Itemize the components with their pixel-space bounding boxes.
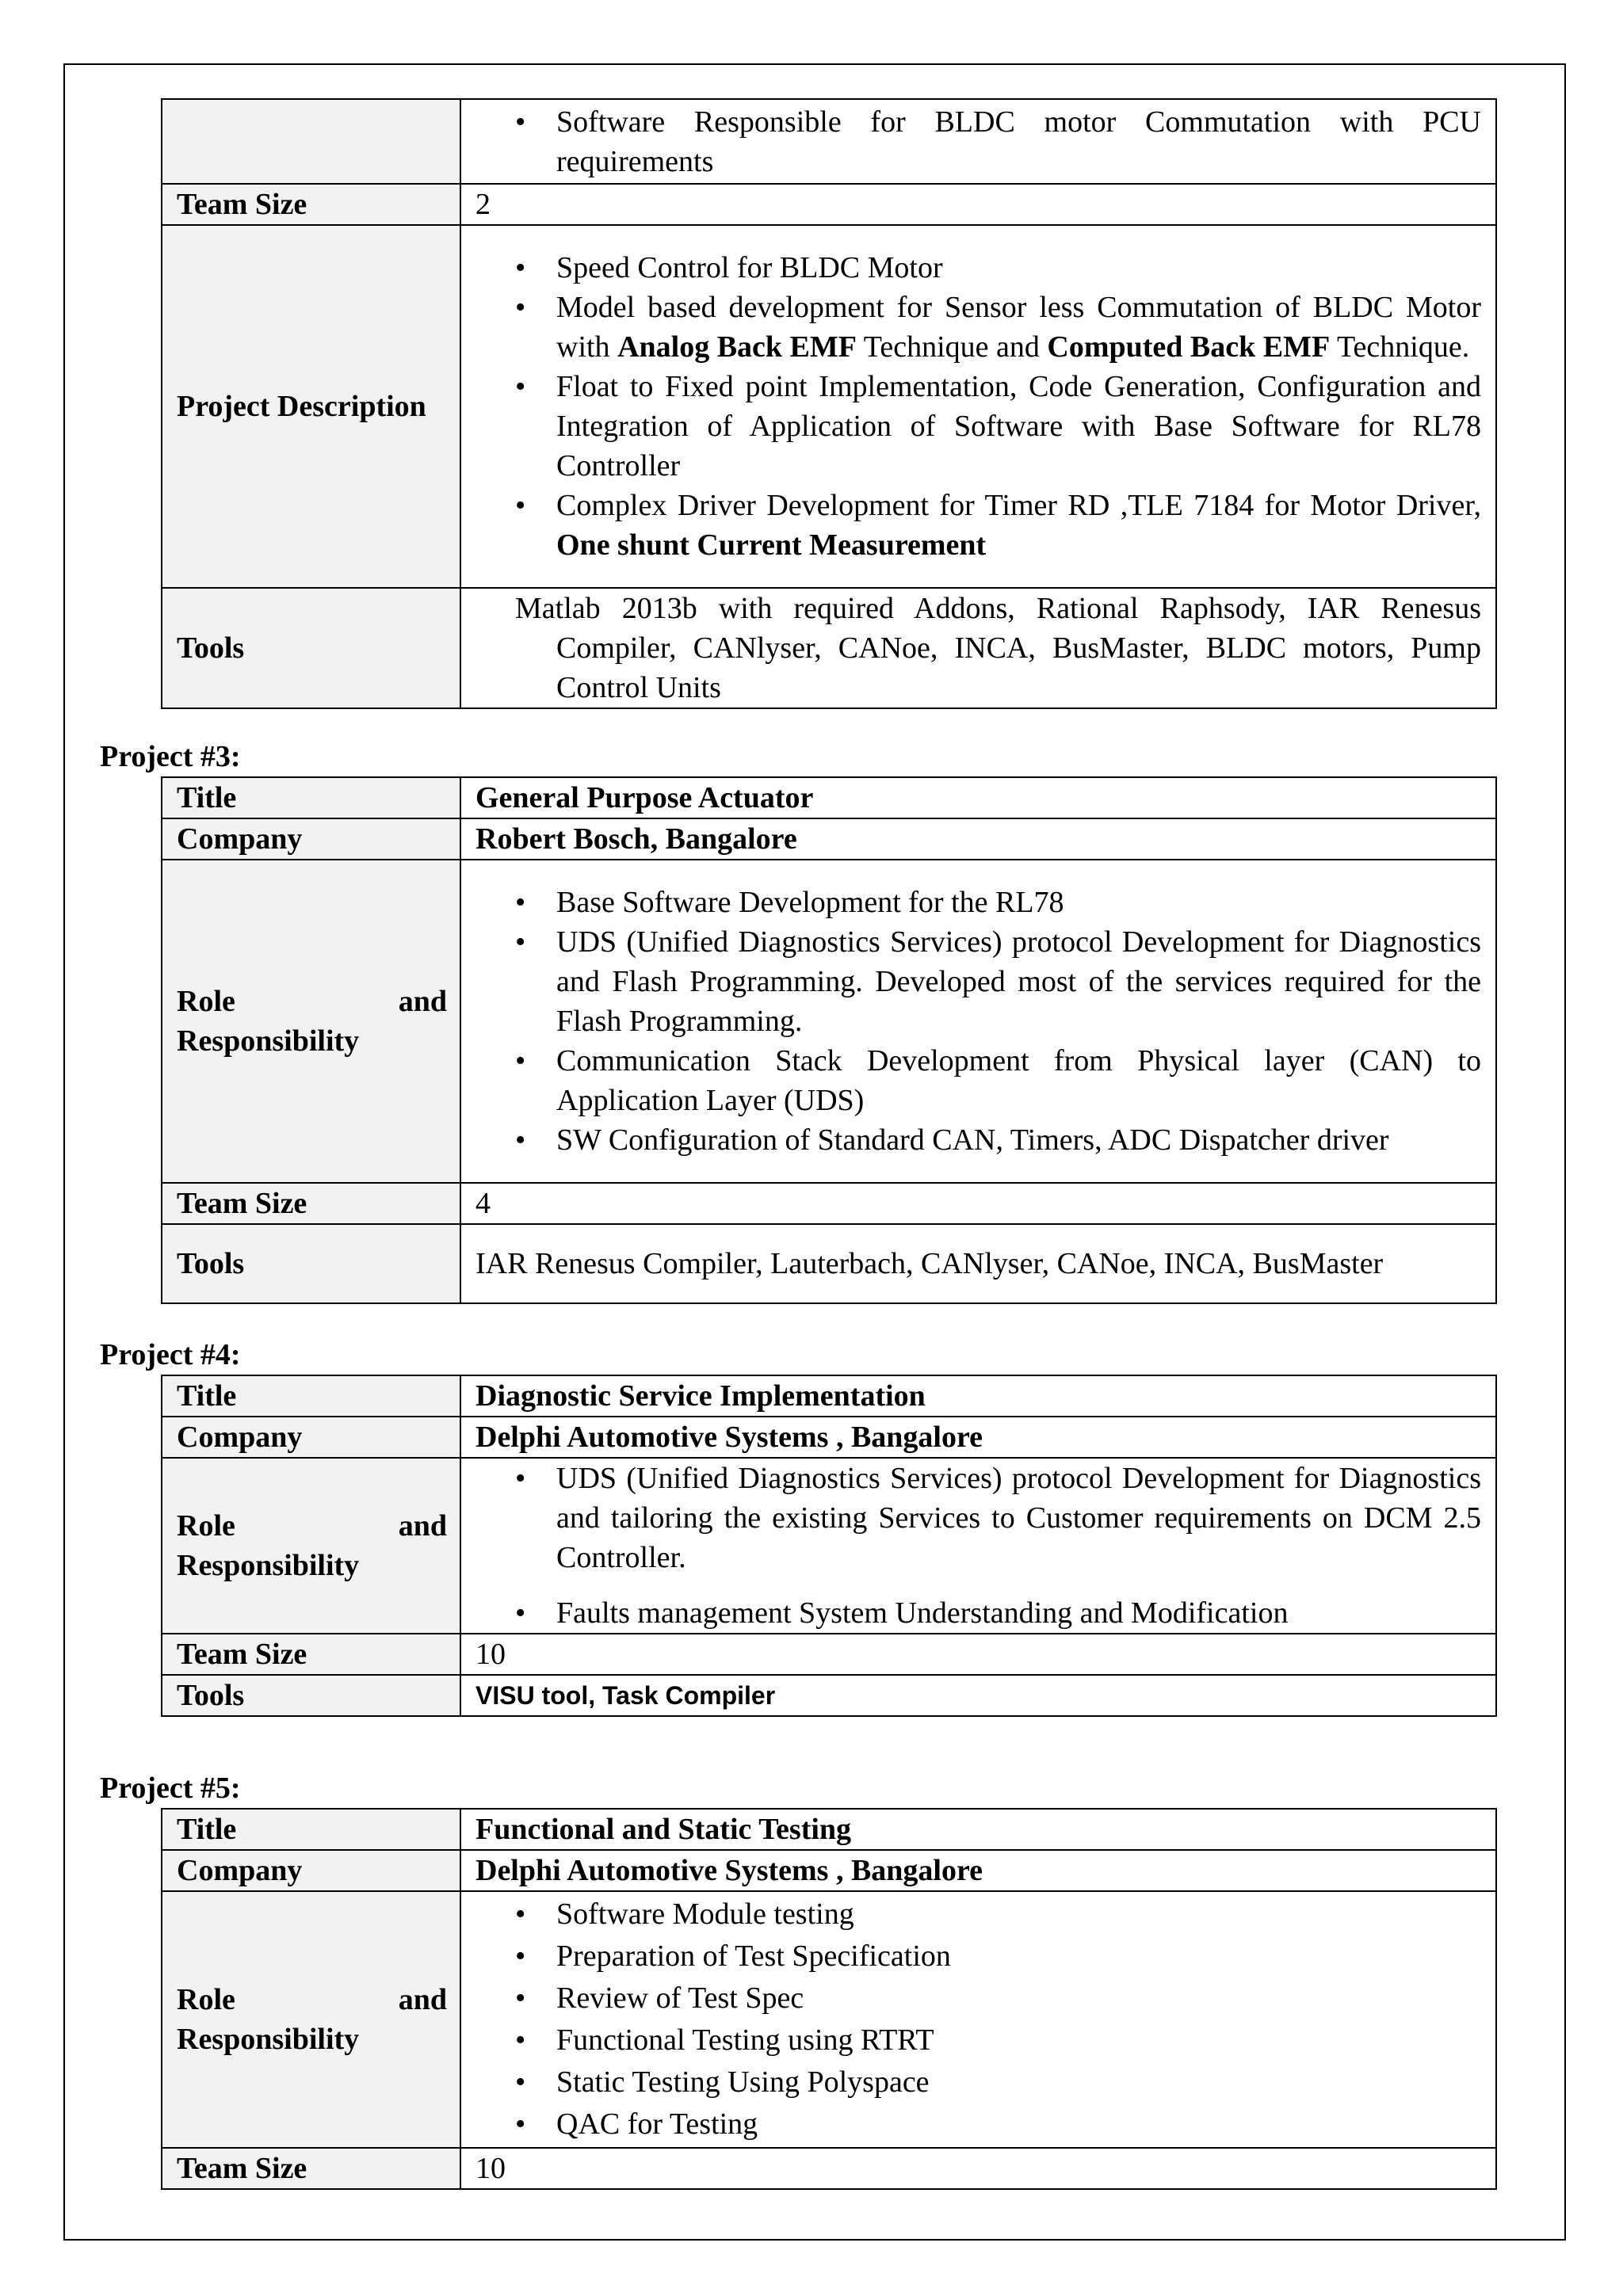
team-size-label: Team Size [162,1634,460,1675]
table-row [162,1458,1496,1634]
title-label: Title [162,777,460,818]
title-value: Functional and Static Testing [460,1809,1496,1850]
list-item: • Speed Control for BLDC Motor [461,248,1481,288]
tools-label: Tools [162,1675,460,1716]
list-item: • Base Software Development for the RL78 [461,883,1481,922]
list-item: • Float to Fixed point Implementation, Code Generation, Configuration and Integration of Application of Software with Base Software for RL78 Controller [461,367,1481,486]
tools-label: Tools [162,588,460,708]
project5-table [161,1808,1497,2190]
team-size-value: 10 [460,2148,1496,2189]
list-item: • Software Responsible for BLDC motor Commutation with PCU requirements [461,102,1481,181]
table-row [162,225,1496,588]
company-label: Company [162,1850,460,1891]
list-item: • QAC for Testing [461,2103,1481,2145]
table-row [162,588,1496,708]
list-item: • UDS (Unified Diagnostics Services) protocol Development for Diagnostics and Flash Programming. Developed most of the services required for the Flash Programming. [461,922,1481,1041]
team-size-value: 10 [460,1634,1496,1675]
table-row [162,1417,1496,1458]
title-value: Diagnostic Service Implementation [460,1375,1496,1417]
title-label: Title [162,1809,460,1850]
list-item: • Static Testing Using Polyspace [461,2061,1481,2103]
tools-value: VISU tool, Task Compiler [460,1675,1496,1716]
table-row [162,1375,1496,1417]
team-size-label: Team Size [162,184,460,225]
company-value: Delphi Automotive Systems , Bangalore [460,1417,1496,1458]
table-row [162,184,1496,225]
team-size-label: Team Size [162,1183,460,1224]
title-value: General Purpose Actuator [460,777,1496,818]
list-item: • Review of Test Spec [461,1978,1481,2019]
table-row [162,1809,1496,1850]
list-item: • Functional Testing using RTRT [461,2019,1481,2061]
description-list [461,248,1481,565]
table-row [162,1634,1496,1675]
project4-heading: Project #4: [100,1338,241,1371]
list-item: • Model based development for Sensor less Commutation of BLDC Motor with Analog Back EMF Technique and Computed Back EMF Technique. [461,288,1481,367]
empty-label-cell [162,99,460,184]
list-item: • Software Module testing [461,1894,1481,1936]
project3-table [161,776,1497,1304]
tools-label: Tools [162,1224,460,1303]
table-row [162,818,1496,860]
title-label: Title [162,1375,460,1417]
project4-table [161,1375,1497,1717]
table-row [162,99,1496,184]
table-row [162,1891,1496,2148]
table-row [162,777,1496,818]
project3-heading: Project #3: [100,740,241,773]
list-item: • Faults management System Understanding and Modification [461,1593,1481,1633]
role-list [461,1894,1481,2145]
company-value: Robert Bosch, Bangalore [460,818,1496,860]
company-label: Company [162,1417,460,1458]
project5-heading: Project #5: [100,1772,241,1805]
role-label: Role and Responsibility [162,1891,460,2148]
team-size-value: 4 [460,1183,1496,1224]
responsibility-list [461,102,1481,181]
list-item: • Complex Driver Development for Timer RD ,TLE 7184 for Motor Driver, One shunt Current Measurement [461,486,1481,565]
list-item: • Preparation of Test Specification [461,1936,1481,1978]
project-description-label: Project Description [162,225,460,588]
list-item: • SW Configuration of Standard CAN, Timers, ADC Dispatcher driver [461,1120,1481,1160]
table-row [162,1183,1496,1224]
tools-value: Matlab 2013b with required Addons, Rational Raphsody, IAR Renesus Compiler, CANlyser, CANoe, INCA, BusMaster, BLDC motors, Pump Control Units [515,592,1481,704]
list-item: • UDS (Unified Diagnostics Services) protocol Development for Diagnostics and tailoring the existing Services to Customer requirements on DCM 2.5 Controller. [461,1459,1481,1577]
tools-value: IAR Renesus Compiler, Lauterbach, CANlyser, CANoe, INCA, BusMaster [460,1224,1496,1303]
project2-table [161,98,1497,709]
team-size-value: 2 [460,184,1496,225]
role-list [461,883,1481,1160]
role-label: Role and Responsibility [162,1458,460,1634]
role-label: Role and Responsibility [162,860,460,1183]
table-row [162,2148,1496,2189]
team-size-label: Team Size [162,2148,460,2189]
list-item: • Communication Stack Development from Physical layer (CAN) to Application Layer (UDS) [461,1041,1481,1120]
company-label: Company [162,818,460,860]
table-row [162,1675,1496,1716]
table-row [162,1224,1496,1303]
table-row [162,860,1496,1183]
role-list [461,1459,1481,1633]
table-row [162,1850,1496,1891]
company-value: Delphi Automotive Systems , Bangalore [460,1850,1496,1891]
